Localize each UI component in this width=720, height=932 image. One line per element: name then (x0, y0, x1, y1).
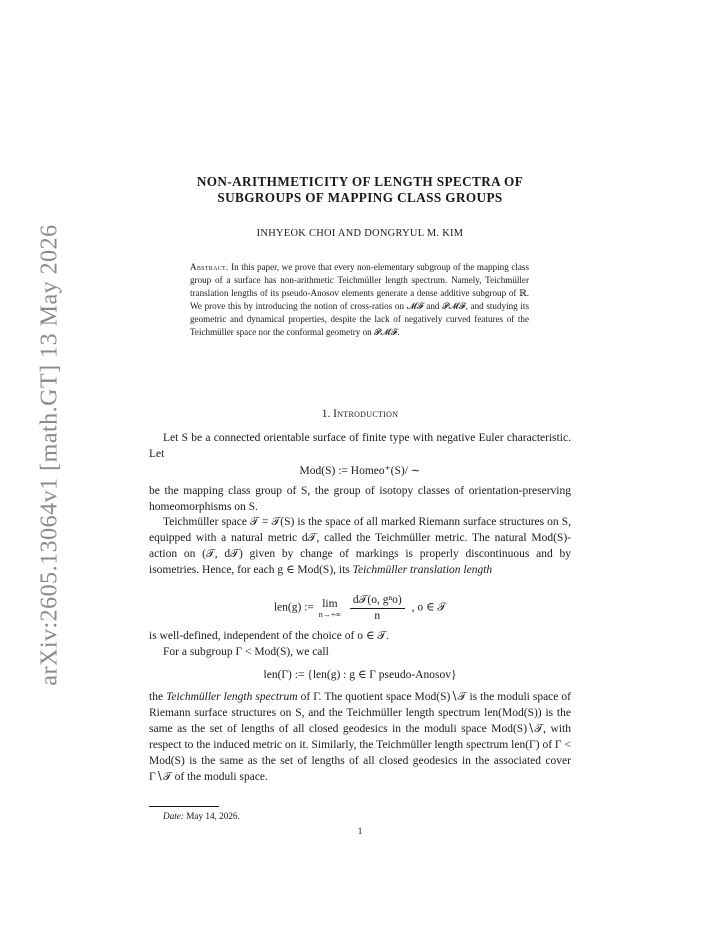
page-number: 1 (357, 826, 363, 836)
paper-title (150, 174, 570, 206)
equation-len (149, 594, 571, 622)
equation-len-lhs: len(g) := (273, 601, 314, 614)
title-line-1: NON-ARITHMETICITY OF LENGTH SPECTRA OF (196, 174, 524, 189)
paragraph-6-text: of Γ. The quotient space Mod(S)∖𝒯 is the moduli space of Riemann surface structures on S, and the Teichmüller length spectrum len(Mod(S)) is the same as the set of lengths of all closed geodesics in the moduli space Mod(S)∖𝒯, with respect to the induced metric on it. Similarly, the Teichmüller length spectrum len(Γ) of Γ < Mod(S) is the same as the set of lengths of all closed geodesics in the associated cover Γ∖𝒯 of the moduli space. (149, 691, 571, 784)
footnote-date (163, 811, 240, 821)
fraction-denominator: n (374, 610, 381, 622)
paragraph-2: be the mapping class group of S, the group of isotopy classes of orientation-preserving homeomorphisms on S. (149, 485, 571, 514)
section-title: Introduction (333, 408, 399, 420)
fraction (350, 594, 405, 622)
equation-len-rhs: , o ∈ 𝒯 (411, 601, 447, 614)
limit-operator (319, 598, 341, 619)
abstract-text: In this paper, we prove that every non-elementary subgroup of the mapping class group of a surface has non-arithmetic Teichmüller length spectrum. Namely, Teichmüller translation lengths of its pseudo-Anosov elements generate a dense additive subgroup of ℝ. We prove this by introducing the notion of cross-ratios on 𝓜𝓕 and 𝓟𝓜𝓕, and studying its geometric and dynamical properties, despite the lack of negatively curved features of the Teichmüller space nor the conformal geometry on 𝓟𝓜𝓕. (190, 262, 529, 337)
abstract (190, 261, 529, 338)
fraction-numerator: d𝒯(o, gⁿo) (350, 594, 405, 609)
paragraph-5: For a subgroup Γ < Mod(S), we call (163, 646, 329, 658)
limit-label: lim (322, 597, 338, 610)
author-list: INHYEOK CHOI AND DONGRYUL M. KIM (256, 228, 464, 239)
term-length-spectrum: Teichmüller length spectrum (166, 691, 298, 703)
footnote-label: Date: (163, 811, 184, 821)
paragraph-4: is well-defined, independent of the choice of o ∈ 𝒯. (149, 630, 389, 642)
footnote-text: May 14, 2026. (186, 811, 240, 821)
paragraph-3-text: Teichmüller space 𝒯 = 𝒯(S) is the space of all marked Riemann surface structures on S, equipped with a natural metric d𝒯, called the Teichmüller metric. The natural Mod(S)-action on (𝒯, d𝒯) given by change of markings is properly discontinuous and by isometries. Hence, for each g ∈ Mod(S), its (149, 516, 571, 577)
equation-spectrum: len(Γ) := {len(g) : g ∈ Γ pseudo-Anosov} (263, 669, 457, 681)
paragraph-1: Let S be a connected orientable surface of finite type with negative Euler characteristic. Let (149, 432, 571, 461)
title-line-2: SUBGROUPS OF MAPPING CLASS GROUPS (217, 190, 503, 205)
section-number: 1. (321, 408, 331, 420)
paragraph-6 (149, 689, 571, 786)
paragraph-6-start: the (149, 691, 167, 703)
arxiv-identifier-stamp: arXiv:2605.13064v1 [math.GT] 13 May 2026 (36, 224, 63, 686)
limit-subscript: n→+∞ (318, 609, 341, 619)
footnote-rule (149, 806, 219, 807)
equation-mod: Mod(S) := Homeo⁺(S)/ ∼ (299, 465, 421, 477)
paragraph-3 (149, 514, 571, 578)
section-heading (150, 408, 570, 420)
term-translation-length: Teichmüller translation length (352, 564, 493, 577)
abstract-label: Abstract. (190, 262, 229, 272)
